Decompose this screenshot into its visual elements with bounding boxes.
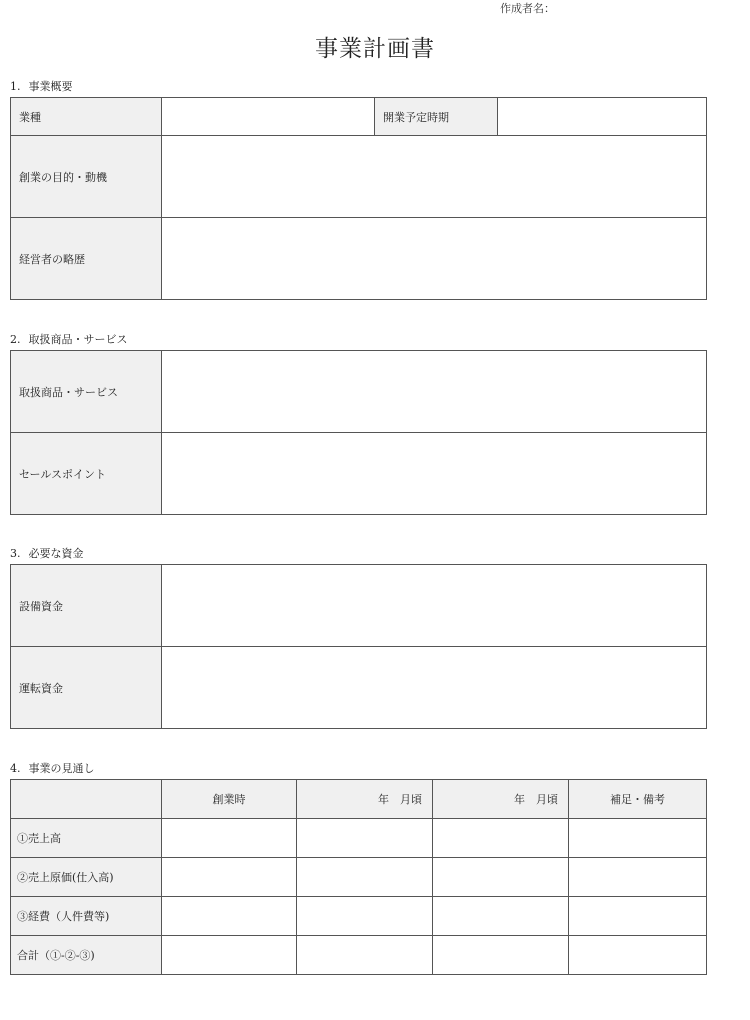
- section-heading-business-overview: [10, 78, 73, 94]
- manager-career-field[interactable]: [162, 218, 707, 300]
- cost-period-1-cell[interactable]: [297, 858, 433, 897]
- author-name-label: 作成者名：: [500, 2, 555, 15]
- purpose-field[interactable]: [162, 136, 707, 218]
- column-header-notes: 補足・備考: [569, 780, 707, 819]
- sales-point-label: セールスポイント: [11, 433, 162, 515]
- total-founding-cell[interactable]: [162, 936, 297, 975]
- sales-period-1-cell[interactable]: [297, 819, 433, 858]
- row-label-expenses: ③経費（人件費等): [11, 897, 162, 936]
- equipment-funds-label: 設備資金: [11, 565, 162, 647]
- operating-funds-field[interactable]: [162, 647, 707, 729]
- opening-date-field[interactable]: [498, 98, 707, 136]
- industry-label: 業種: [11, 98, 162, 136]
- expenses-period-2-cell[interactable]: [433, 897, 569, 936]
- sales-point-field[interactable]: [162, 433, 707, 515]
- total-period-1-cell[interactable]: [297, 936, 433, 975]
- sales-founding-cell[interactable]: [162, 819, 297, 858]
- cost-notes-cell[interactable]: [569, 858, 707, 897]
- section-heading-products: [10, 331, 128, 347]
- purpose-label: 創業の目的・動機: [11, 136, 162, 218]
- section-title: 取扱商品・サービス: [28, 333, 128, 346]
- cost-period-2-cell[interactable]: [433, 858, 569, 897]
- operating-funds-label: 運転資金: [11, 647, 162, 729]
- business-outlook-table: [10, 779, 707, 975]
- cost-founding-cell[interactable]: [162, 858, 297, 897]
- document-title: 事業計画書: [315, 36, 435, 62]
- section-title: 事業概要: [28, 80, 73, 93]
- expenses-founding-cell[interactable]: [162, 897, 297, 936]
- table-row: [11, 936, 707, 975]
- section-number: 4.: [10, 762, 21, 775]
- section-heading-required-funds: [10, 545, 84, 561]
- sales-period-2-cell[interactable]: [433, 819, 569, 858]
- column-header-period-2: 年 月頃: [433, 780, 569, 819]
- industry-field[interactable]: [162, 98, 375, 136]
- column-header-founding: 創業時: [162, 780, 297, 819]
- equipment-funds-field[interactable]: [162, 565, 707, 647]
- row-label-total: 合計（①-②-③): [11, 936, 162, 975]
- table-row: [11, 897, 707, 936]
- expenses-notes-cell[interactable]: [569, 897, 707, 936]
- row-label-sales: ①売上高: [11, 819, 162, 858]
- total-period-2-cell[interactable]: [433, 936, 569, 975]
- products-table: [10, 350, 707, 515]
- manager-career-label: 経営者の略歴: [11, 218, 162, 300]
- outlook-corner-cell: [11, 780, 162, 819]
- products-label: 取扱商品・サービス: [11, 351, 162, 433]
- section-number: 2.: [10, 333, 21, 346]
- required-funds-table: [10, 564, 707, 729]
- table-row: [11, 819, 707, 858]
- opening-date-label: 開業予定時期: [375, 98, 498, 136]
- section-number: 1.: [10, 80, 21, 93]
- total-notes-cell[interactable]: [569, 936, 707, 975]
- column-header-period-1: 年 月頃: [297, 780, 433, 819]
- row-label-cost-of-sales: ②売上原価(仕入高): [11, 858, 162, 897]
- section-title: 必要な資金: [28, 547, 84, 560]
- section-heading-outlook: [10, 760, 95, 776]
- sales-notes-cell[interactable]: [569, 819, 707, 858]
- business-overview-table: [10, 97, 707, 300]
- section-title: 事業の見通し: [28, 762, 95, 775]
- table-row: [11, 858, 707, 897]
- section-number: 3.: [10, 547, 21, 560]
- expenses-period-1-cell[interactable]: [297, 897, 433, 936]
- products-field[interactable]: [162, 351, 707, 433]
